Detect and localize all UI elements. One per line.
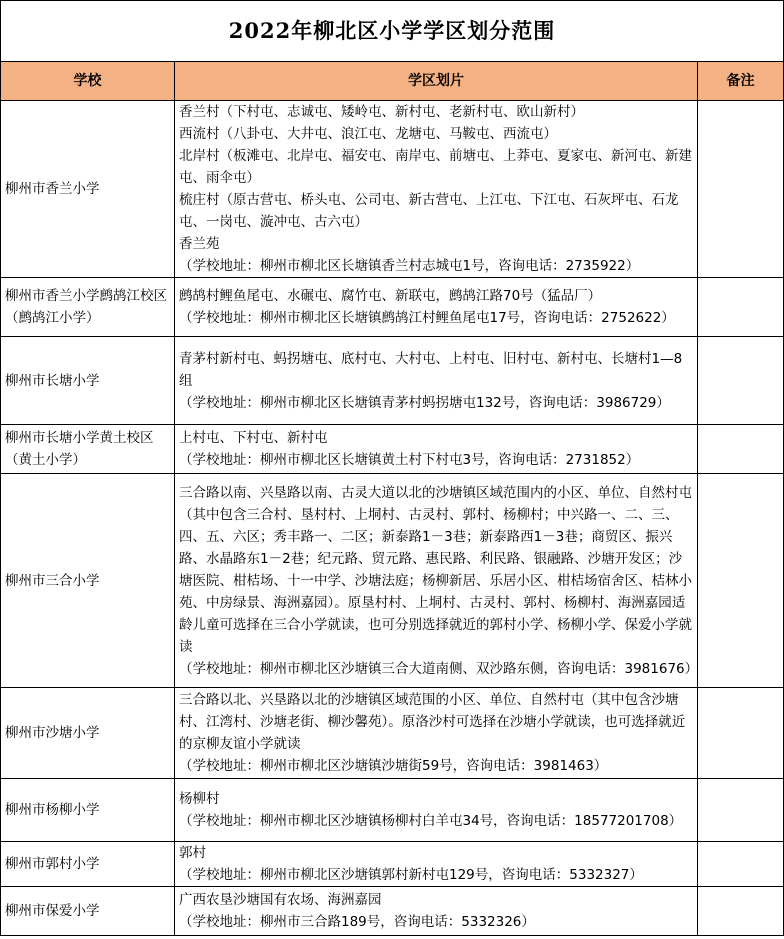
area-cell — [175, 842, 698, 887]
note-cell — [698, 337, 784, 425]
note-cell — [698, 425, 784, 474]
table-row — [1, 887, 784, 936]
school-address: （学校地址：柳州市柳北区长塘镇鹧鸪江村鲤鱼尾屯17号，咨询电话：2752622） — [179, 310, 675, 326]
area-cell — [175, 779, 698, 842]
note-cell — [698, 688, 784, 779]
note-cell — [698, 842, 784, 887]
area-cell — [175, 688, 698, 779]
table-row — [1, 474, 784, 688]
page-title: 2022年柳北区小学学区划分范围 — [1, 1, 784, 62]
table-row — [1, 779, 784, 842]
title-row — [1, 1, 784, 62]
school-name: 柳州市杨柳小学 — [1, 779, 175, 842]
area-text: 广西农垦沙塘国有农场、海洲嘉园 — [179, 892, 382, 908]
area-cell — [175, 337, 698, 425]
table-row — [1, 688, 784, 779]
school-address: （学校地址：柳州市柳北区长塘镇黄土村下村屯3号，咨询电话：2731852） — [179, 452, 640, 468]
table-row — [1, 101, 784, 278]
header-area: 学区划片 — [175, 62, 698, 101]
table-row — [1, 425, 784, 474]
area-text: 三合路以南、兴垦路以南、古灵大道以北的沙塘镇区域范围内的小区、单位、自然村屯（其中包含三合村、垦村村、上垌村、古灵村、郭村、杨柳村；中兴路一、二、三、四、五、六区；秀丰路一、二区；新泰路1－3巷；新泰路西1－3巷；商贸区、振兴路、水晶路东1－2巷；纪元路、贸元路、惠民路、利民路、银融路、沙塘开发区；沙塘医院、柑桔场、十一中学、沙塘法庭；杨柳新居、乐居小区、柑桔场宿舍区、桔林小苑、中房绿景、海洲嘉园）。原垦村村、上垌村、古灵村、郭村、杨柳村、海洲嘉园适龄儿童可选择在三合小学就读，也可分别选择就近的郭村小学、杨柳小学、保爱小学就读 — [179, 484, 692, 655]
school-name: 柳州市香兰小学 — [1, 101, 175, 278]
area-text: 上村屯、下村屯、新村屯 — [179, 430, 328, 446]
school-address: （学校地址：柳州市柳北区长塘镇香兰村志城屯1号，咨询电话：2735922） — [179, 258, 640, 274]
school-address: （学校地址：柳州市柳北区长塘镇青茅村蚂拐塘屯132号，咨询电话：3986729） — [179, 394, 670, 411]
area-cell — [175, 474, 698, 688]
table-row — [1, 337, 784, 425]
header-row — [1, 62, 784, 101]
area-cell — [175, 425, 698, 474]
note-cell — [698, 474, 784, 688]
area-text: 郭村 — [179, 845, 206, 861]
school-name: 柳州市长塘小学 — [1, 337, 175, 425]
area-cell — [175, 101, 698, 278]
note-cell — [698, 278, 784, 337]
school-address: （学校地址：柳州市柳北区沙塘镇杨柳村白羊屯34号，咨询电话：18577201708） — [179, 813, 683, 829]
area-text: 鹧鸪村鲤鱼尾屯、水碾屯、腐竹屯、新联屯，鹧鸪江路70号（猛品厂） — [179, 288, 602, 304]
area-text: 杨柳村 — [179, 791, 220, 807]
table-body — [1, 101, 784, 936]
area-cell — [175, 278, 698, 337]
table-row — [1, 842, 784, 887]
note-cell — [698, 887, 784, 936]
table-row — [1, 278, 784, 337]
area-cell — [175, 887, 698, 936]
header-note: 备注 — [698, 62, 784, 101]
school-address: （学校地址：柳州市三合路189号，咨询电话：5332326） — [179, 914, 535, 930]
school-name: 柳州市保爱小学 — [1, 887, 175, 936]
area-text: 三合路以北、兴垦路以北的沙塘镇区域范围的小区、单位、自然村屯（其中包含沙塘村、江湾村、沙塘老街、柳沙馨苑）。原洛沙村可选择在沙塘小学就读，也可选择就近的京柳友谊小学就读 — [179, 692, 686, 752]
note-cell — [698, 101, 784, 278]
note-cell — [698, 779, 784, 842]
school-name: 柳州市郭村小学 — [1, 842, 175, 887]
area-text: 青茅村新村屯、蚂拐塘屯、底村屯、大村屯、上村屯、旧村屯、新村屯、长塘村1—8组 — [179, 350, 683, 389]
school-address: （学校地址：柳州市柳北区沙塘镇郭村新村屯129号，咨询电话：5332327） — [179, 867, 643, 883]
school-address: （学校地址：柳州市柳北区沙塘镇三合大道南侧、双沙路东侧，咨询电话：3981676） — [179, 660, 699, 677]
school-name: 柳州市三合小学 — [1, 474, 175, 688]
area-text: 香兰村（下村屯、志诚屯、矮岭屯、新村屯、老新村屯、欧山新村） 西流村（八卦屯、大井屯、浪江屯、龙塘屯、马鞍屯、西流屯） 北岸村（板滩屯、北岸屯、福安屯、南岸屯、前塘屯、上莽屯、夏家屯、新河屯、新建屯、雨伞屯） 梳庄村（原古营屯、桥头屯、公司屯、新古营屯、上江屯、下江屯、石灰坪屯、石龙屯、一岗屯、漩冲屯、古六屯） 香兰苑 — [179, 104, 692, 252]
school-name: 柳州市沙塘小学 — [1, 688, 175, 779]
header-school: 学校 — [1, 62, 175, 101]
school-name: 柳州市香兰小学鹧鸪江校区（鹧鸪江小学） — [1, 278, 175, 337]
school-address: （学校地址：柳州市柳北区沙塘镇沙塘街59号，咨询电话：3981463） — [179, 758, 608, 774]
school-name: 柳州市长塘小学黄土校区（黄土小学） — [1, 425, 175, 474]
